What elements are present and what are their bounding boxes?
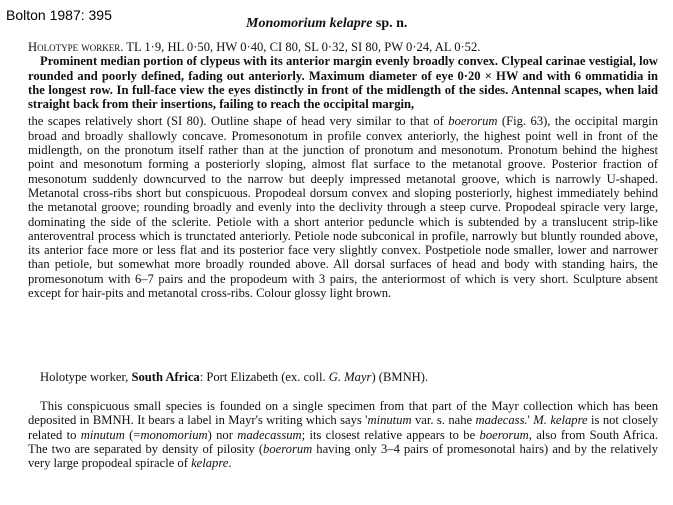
remarks-italic: kelapre xyxy=(191,456,229,471)
remarks-text: var. s. nahe xyxy=(411,413,476,428)
species-suffix: sp. n. xyxy=(372,16,408,31)
description-part-a: Prominent median portion of clypeus with its anterior margin evenly broadly convex. Clypeal carinae vestigial, low rounded and poorly defined, fading out anteriorly. Maximum diameter of eye 0·20 × HW and with 6 ommatidia in the longest row. In full-face view the eyes distinctly in front of the midlength of the sides. Antennal scapes, when laid straight back from their insertions, failing to reach the occipital margin, xyxy=(28,54,658,112)
description-boerorum: boerorum xyxy=(448,114,498,129)
description-part-c: (Fig. 63), the occipital margin broad and broadly shallowly concave. Promesonotum in profile convex anteriorly, the highest point well in front of the midlength, on the pronotum itself rather than at the junction of pronotum and mesonotum. Pronotum behind the highest point and mesonotum forming a posteriorly sloping, almost flat surface to the metanotal groove. Posterior fraction of mesonotum suddenly downcurved to the narrow but deeply impressed metanotal groove, which is narrowly U-shaped. Metanotal cross-ribs short but conspicuous. Propodeal dorsum convex and sloping posteriorly, highest immediately behind the metanotal groove; rounding broadly and evenly into the declivity through a steep curve. Propodeal spiracle very large, dominating the side of the sclerite. Petiole with a short anterior peduncle which is subtended by a translucent strip-like anteroventral process which is trunctated anteriorly. Petiole node subconical in profile, narrowly but bluntly rounded above, its anterior face more or less flat and its posterior face very slightly convex. Postpetiole node smaller, lower and narrower than petiole, but somewhat more broadly rounded above. All dorsal surfaces of head and body with standing hairs, the promesonotum with 6–7 pairs and the propodeum with 3 pairs, the anteriormost of which is very short. Sculpture absent except for hair-pits and metanotal cross-ribs. Colour glossy light brown. xyxy=(28,114,658,301)
species-name: Monomorium kelapre xyxy=(246,16,373,31)
remarks-italic: minutum xyxy=(367,413,412,428)
description-paragraph xyxy=(28,40,658,300)
remarks-italic: monomorium xyxy=(140,427,208,442)
remarks-text: (= xyxy=(124,427,141,442)
holotype-locality: : Port Elizabeth (ex. coll. xyxy=(199,370,329,384)
holotype-country: South Africa xyxy=(131,370,200,384)
remarks-italic: M. kelapre xyxy=(533,413,588,428)
remarks-text: This conspicuous small species is founded on a single specimen from that part of the Mayr collection which has been deposited in BMNH. It bears a label in Mayr's writing which says ' xyxy=(28,399,658,428)
holotype-record-lead: Holotype worker, xyxy=(40,370,132,384)
remarks-italic: minutum xyxy=(80,427,125,442)
source-citation: Bolton 1987: 395 xyxy=(6,7,112,23)
remarks-italic: madecass. xyxy=(475,413,528,428)
description-part-b: the scapes relatively short (SI 80). Outline shape of head very similar to that of xyxy=(28,114,449,129)
measurements: TL 1·9, HL 0·50, HW 0·40, CI 80, SL 0·32, SI 80, PW 0·24, AL 0·52. xyxy=(123,40,481,54)
remarks-text: is not closely related to xyxy=(28,413,658,442)
remarks-text: ' xyxy=(527,413,534,428)
remarks-text: , also from South Africa. The two are separated by density of pilosity ( xyxy=(28,427,658,456)
remarks-text: . xyxy=(228,456,232,471)
remarks-text: having only 3–4 pairs of promesonotal hairs) and by the relatively very large propodeal spiracle of xyxy=(28,441,658,471)
holotype-record xyxy=(28,370,658,384)
remarks-italic: boerorum xyxy=(479,427,529,442)
remarks-text: ; its closest relative appears to be xyxy=(301,427,480,442)
remarks-text: ) nor xyxy=(207,427,238,442)
holotype-collector: G. Mayr xyxy=(328,370,372,384)
remarks-italic: boerorum xyxy=(263,441,313,456)
holotype-label: Holotype worker. xyxy=(28,40,124,54)
remarks-paragraph xyxy=(28,399,658,470)
holotype-record-tail: ) (BMNH). xyxy=(371,370,429,384)
remarks-italic: madecassum xyxy=(237,427,302,442)
species-title xyxy=(246,16,407,32)
